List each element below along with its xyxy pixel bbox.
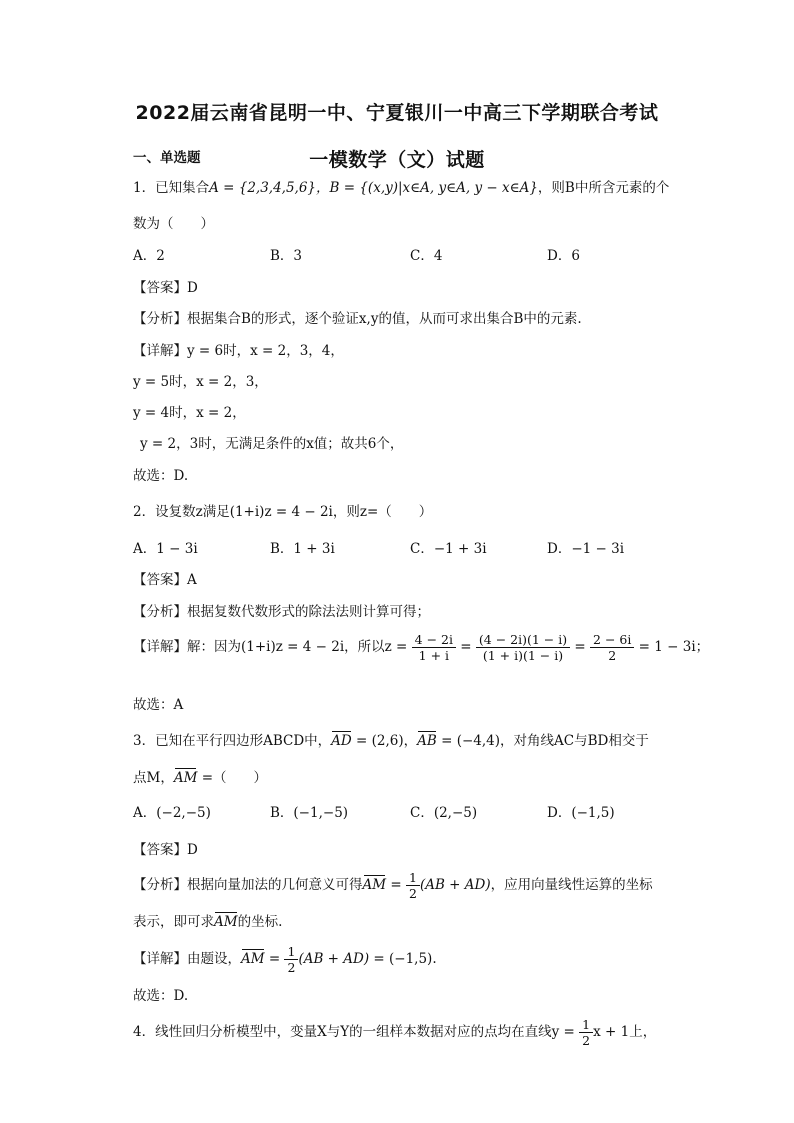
- q1-option-d: D．6: [547, 248, 580, 264]
- q3-detail-tag: 【详解】: [133, 951, 187, 967]
- q4-stem: [133, 1017, 656, 1048]
- q1-answer-value: D: [187, 280, 198, 296]
- q2-fraction-1-denominator: 1 + i: [418, 648, 450, 663]
- q2-option-c: C．−1 + 3i: [410, 541, 487, 557]
- q1-detail-line-3: y = 4时，x = 2，: [133, 405, 246, 421]
- q4-fraction-denominator: 2: [582, 1033, 591, 1048]
- q3-analysis-half-numerator: 1: [406, 870, 420, 886]
- q3-ad-value: = (2,6)，: [356, 733, 418, 749]
- q3-vector-ad: AD: [331, 733, 352, 749]
- q3-detail-half-denominator: 2: [287, 960, 296, 975]
- q1-detail-line-4: y = 2，3时，无满足条件的x值；故共6个，: [140, 436, 404, 452]
- q1-analysis: [133, 307, 582, 327]
- q4-stem-text: 4．线性回归分析模型中，变量X与Y的一组样本数据对应的点均在直线y =: [133, 1024, 575, 1040]
- q1-detail-text-1: y = 6时，x = 2，3，4，: [187, 343, 344, 359]
- q2-answer: [133, 568, 197, 588]
- q2-fraction-3-denominator: 2: [608, 648, 617, 663]
- q2-fraction-3-numerator: 2 − 6i: [590, 632, 634, 648]
- q3-stem-a: 3．已知在平行四边形ABCD中，: [133, 733, 332, 749]
- q3-stem-line-2: [133, 766, 267, 786]
- q2-stem: 2．设复数z满足(1+i)z = 4 − 2i，则z=（ ）: [133, 504, 433, 520]
- q4-fraction: [579, 1017, 593, 1048]
- q3-answer: [133, 838, 198, 858]
- q2-fraction-3: [590, 632, 634, 663]
- q1-answer: [133, 276, 198, 296]
- title-line-2: 一模数学（文）试题: [309, 149, 485, 171]
- q2-fraction-2-denominator: (1 + i)(1 − i): [482, 648, 564, 663]
- q3-option-b: B．(−1,−5): [270, 805, 349, 821]
- q2-option-a: A．1 − 3i: [133, 541, 198, 557]
- q2-detail: 【详解】解：因为(1+i)z = 4 − 2i，所以z = $\frac{4 - 2i}{1 + i}$ = $\frac{(4 - 2i)(1 - i)}{(1 + i)(1 - i)}$ = $\frac{2 - 6i}{2}$ = 1 − 3i；: [133, 632, 710, 663]
- q1-stem: [133, 176, 669, 196]
- q3-answer-tag: 【答案】: [133, 842, 187, 858]
- q2-detail-lead: 解：因为(1+i)z = 4 − 2i，所以z =: [187, 639, 408, 655]
- q1-analysis-tag: 【分析】: [133, 311, 187, 327]
- q3-vector-am: AM: [173, 770, 198, 786]
- q4-stem-tail: x + 1上，: [593, 1024, 657, 1040]
- q3-detail-b: = (−1,5).: [373, 951, 437, 967]
- q3-option-a: A．(−2,−5): [133, 805, 211, 821]
- q2-fraction-2-numerator: (4 − 2i)(1 − i): [476, 632, 570, 648]
- q3-vector-ab: AB: [417, 733, 437, 749]
- q1-option-b: B．3: [270, 248, 303, 264]
- q3-detail-half-numerator: 1: [284, 944, 298, 960]
- q2-fraction-1-numerator: 4 − 2i: [412, 632, 456, 648]
- q4-fraction-numerator: 1: [579, 1017, 593, 1033]
- q3-analysis-d: 的坐标.: [237, 914, 283, 930]
- q1-set-a: A = {2,3,4,5,6}，: [209, 180, 330, 196]
- q2-analysis-tag: 【分析】: [133, 604, 187, 620]
- q1-option-c: C．4: [410, 248, 443, 264]
- q3-detail: 【详解】由题设，AM = $\frac{1}{2}$ (AB + AD) = (−1,5).: [133, 944, 437, 975]
- q1-detail-tag: 【详解】: [133, 343, 187, 359]
- q1-detail-line-2: y = 5时，x = 2，3，: [133, 374, 268, 390]
- q2-option-b: B．1 + 3i: [270, 541, 335, 557]
- q1-set-b: B = {(x,y)|x∈A, y∈A, y − x∈A}: [329, 180, 538, 196]
- q1-option-a: A．2: [133, 248, 165, 264]
- section-heading: 一、单选题: [133, 150, 201, 166]
- q3-detail-vector-am: AM: [241, 951, 265, 967]
- q3-analysis-a: 根据向量加法的几何意义可得: [187, 877, 363, 893]
- q3-stem-c: =（ ）: [201, 770, 268, 786]
- q3-stem: [133, 729, 649, 749]
- q1-detail-line-1: [133, 339, 344, 359]
- q1-answer-tag: 【答案】: [133, 280, 187, 296]
- q1-conclusion: 故选：D.: [133, 468, 189, 484]
- q2-conclusion: 故选：A: [133, 697, 184, 713]
- title-line-1: 2022届云南省昆明一中、宁夏银川一中高三下学期联合考试: [135, 102, 659, 124]
- q1-analysis-text: 根据集合B的形式，逐个验证x,y的值，从而可求出集合B中的元素.: [187, 311, 582, 327]
- q2-detail-tail: = 1 − 3i；: [638, 639, 710, 655]
- q3-analysis-half-denominator: 2: [408, 886, 417, 901]
- q3-analysis-b: ，应用向量线性运算的坐标: [490, 877, 653, 893]
- q1-stem-c: 数为（ ）: [133, 216, 214, 232]
- q1-stem-a: 1．已知集合: [133, 180, 210, 196]
- q3-analysis-c: 表示，即可求: [133, 914, 214, 930]
- q2-answer-value: A: [187, 572, 197, 588]
- q3-analysis: 【分析】根据向量加法的几何意义可得AM = $\frac{1}{2}$ (AB + AD)，应用向量线性运算的坐标: [133, 870, 653, 901]
- q3-analysis-vector-sum: (AB + AD): [419, 877, 491, 893]
- q3-analysis-tag: 【分析】: [133, 877, 187, 893]
- q3-analysis-vector-am: AM: [362, 877, 387, 893]
- q3-ab-value: = (−4,4)，对角线AC与BD相交于: [441, 733, 649, 749]
- q2-detail-tag: 【详解】: [133, 639, 187, 655]
- q3-stem-b: 点M，: [133, 770, 174, 786]
- q3-analysis-line-2: [133, 910, 282, 930]
- q3-detail-half: [284, 944, 298, 975]
- q3-detail-vector-sum: (AB + AD): [298, 951, 370, 967]
- q3-detail-a: 由题设，: [187, 951, 241, 967]
- q2-answer-tag: 【答案】: [133, 572, 187, 588]
- q3-analysis-vector-am-2: AM: [214, 914, 238, 930]
- q3-option-c: C．(2,−5): [410, 805, 478, 821]
- q3-option-d: D．(−1,5): [547, 805, 615, 821]
- q2-analysis: [133, 600, 430, 620]
- q3-analysis-half: [406, 870, 420, 901]
- q3-answer-value: D: [187, 842, 198, 858]
- q2-analysis-text: 根据复数代数形式的除法法则计算可得；: [187, 604, 430, 620]
- q2-fraction-1: [412, 632, 456, 663]
- q3-conclusion: 故选：D.: [133, 988, 189, 1004]
- q2-option-d: D．−1 − 3i: [547, 541, 625, 557]
- q1-stem-b: ，则B中所含元素的个: [537, 180, 670, 196]
- q2-fraction-2: [476, 632, 570, 663]
